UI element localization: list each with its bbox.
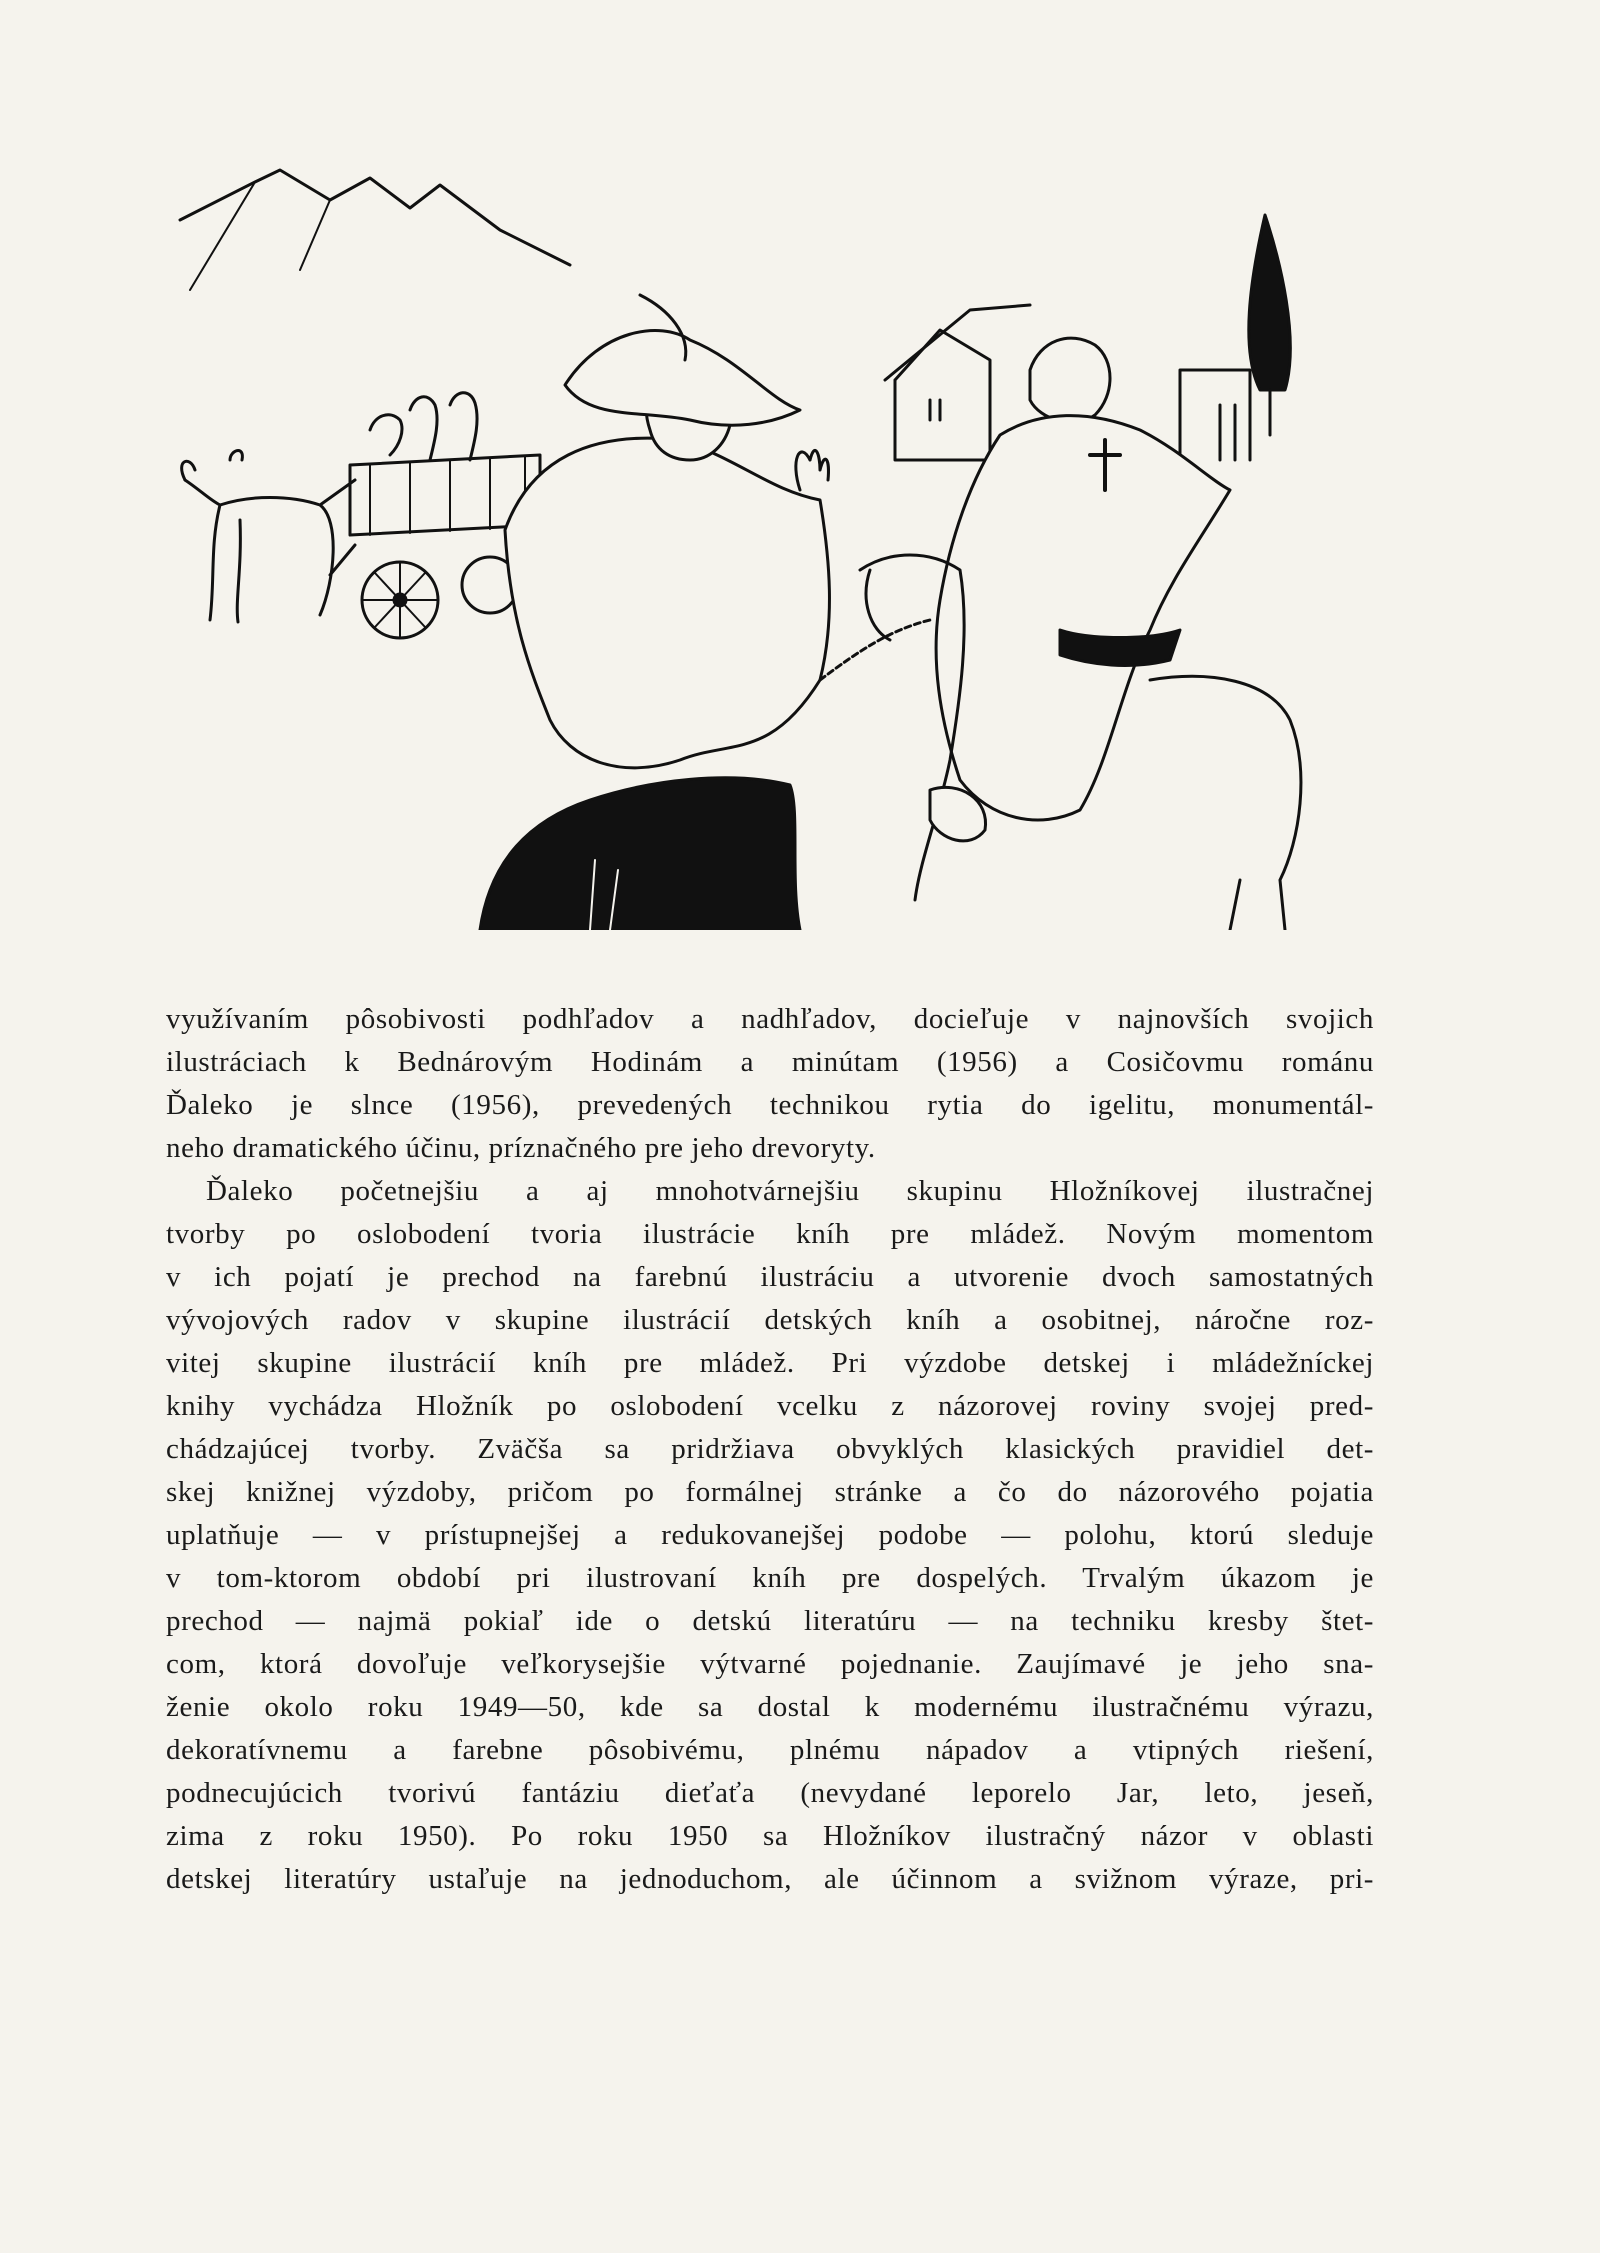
text-line: vývojových radov v skupine ilustrácií detských kníh a osobitnej, náročne roz- <box>166 1304 1374 1336</box>
text-line: vitej skupine ilustrácií kníh pre mládež. Pri výzdobe detskej i mládežníckej <box>166 1347 1374 1379</box>
text-line: dekoratívnemu a farebne pôsobivému, plnému nápadov a vtipných riešení, <box>166 1734 1374 1766</box>
text-line: v ich pojatí je prechod na farebnú ilustráciu a utvorenie dvoch samostatných <box>166 1261 1374 1293</box>
text-line: knihy vychádza Hložník po oslobodení vcelku z názorovej roviny svojej pred- <box>166 1390 1374 1422</box>
monks-on-donkeys-illustration <box>170 160 1370 930</box>
text-line: chádzajúcej tvorby. Zväčša sa pridržiava obvyklých klasických pravidiel det- <box>166 1433 1374 1465</box>
text-line: Ďaleko je slnce (1956), prevedených technikou rytia do igelitu, monumentál- <box>166 1089 1374 1121</box>
paragraph-1 <box>166 998 1374 1170</box>
woodcut-illustration-icon <box>170 160 1370 930</box>
body-text <box>166 998 1374 1901</box>
text-line: ženie okolo roku 1949—50, kde sa dostal k modernému ilustračnému výrazu, <box>166 1691 1374 1723</box>
text-line: tvorby po oslobodení tvoria ilustrácie kníh pre mládež. Novým momentom <box>166 1218 1374 1250</box>
text-line: com, ktorá dovoľuje veľkorysejšie výtvarné pojednanie. Zaujímavé je jeho sna- <box>166 1648 1374 1680</box>
text-line: využívaním pôsobivosti podhľadov a nadhľadov, docieľuje v najnovších svojich <box>166 1003 1374 1035</box>
text-line: ilustráciach k Bednárovým Hodinám a minútam (1956) a Cosičovmu románu <box>166 1046 1374 1078</box>
text-line: detskej literatúry ustaľuje na jednoduchom, ale účinnom a svižnom výraze, pri- <box>166 1863 1374 1895</box>
text-line: Ďaleko početnejšiu a aj mnohotvárnejšiu skupinu Hložníkovej ilustračnej <box>206 1175 1374 1207</box>
text-line: zima z roku 1950). Po roku 1950 sa Hložníkov ilustračný názor v oblasti <box>166 1820 1374 1852</box>
text-line: skej knižnej výzdoby, pričom po formálnej stránke a čo do názorového pojatia <box>166 1476 1374 1508</box>
text-line: v tom-ktorom období pri ilustrovaní kníh pre dospelých. Trvalým úkazom je <box>166 1562 1374 1594</box>
text-line: neho dramatického účinu, príznačného pre jeho drevoryty. <box>166 1132 876 1164</box>
text-line: podnecujúcich tvorivú fantáziu dieťaťa (nevydané leporelo Jar, leto, jeseň, <box>166 1777 1374 1809</box>
text-line: uplatňuje — v prístupnejšej a redukovanejšej podobe — polohu, ktorú sleduje <box>166 1519 1374 1551</box>
paragraph-2 <box>166 1170 1374 1901</box>
text-line: prechod — najmä pokiaľ ide o detskú literatúru — na techniku kresby štet- <box>166 1605 1374 1637</box>
